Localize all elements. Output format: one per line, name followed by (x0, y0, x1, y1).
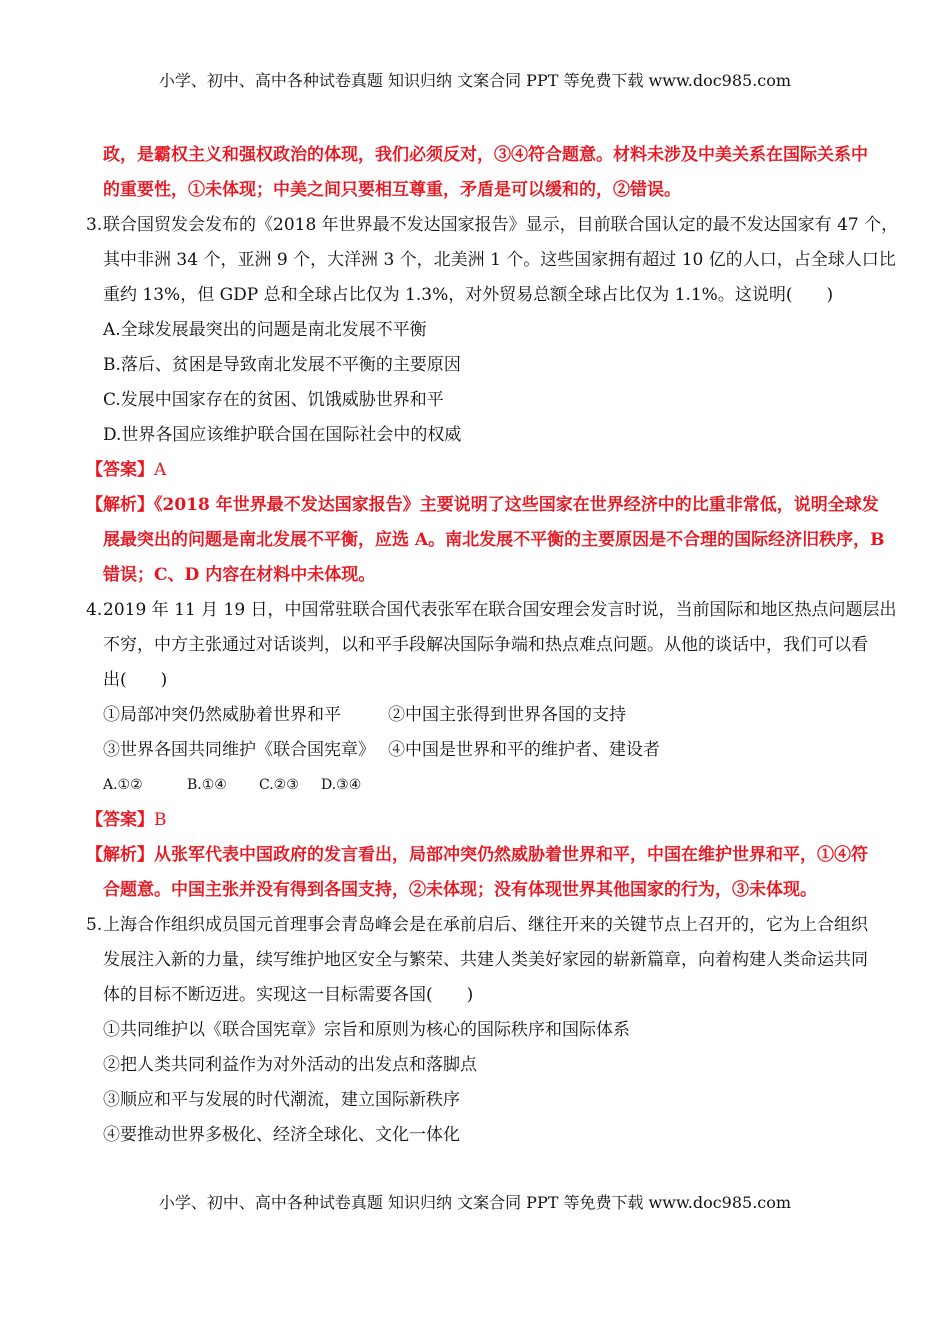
analysis-line: 展最突出的问题是南北发展不平衡，应选 A。南北发展不平衡的主要原因是不合理的国际经济旧秩序，B (103, 530, 885, 550)
question-stem-line: 其中非洲 34 个，亚洲 9 个，大洋洲 3 个，北美洲 1 个。这些国家拥有超过 10 亿的人口，占全球人口比 (103, 250, 896, 270)
statement-1: ①共同维护以《联合国宪章》宗旨和原则为核心的国际秩序和国际体系 (103, 1020, 630, 1040)
answer-label: 【答案】 (86, 460, 154, 480)
analysis-line: 合题意。中国主张并没有得到各国支持，②未体现；没有体现世界其他国家的行为，③未体现。 (103, 880, 817, 900)
option-b: B.①④ (187, 777, 227, 793)
analysis-text: 《2018 年世界最不发达国家报告》主要说明了这些国家在世界经济中的比重非常低，说明全球发 (154, 495, 879, 515)
analysis-label: 【解析】 (86, 495, 154, 515)
analysis-line: 错误；C、D 内容在材料中未体现。 (103, 565, 376, 585)
analysis-label: 【解析】 (86, 845, 154, 865)
statement-row (103, 698, 876, 733)
question-stem-line: 2019 年 11 月 19 日，中国常驻联合国代表张军在联合国安理会发言时说，当前国际和地区热点问题层出 (103, 600, 897, 620)
statement-2: ②把人类共同利益作为对外活动的出发点和落脚点 (103, 1055, 477, 1075)
statement-row (103, 733, 876, 768)
statement-4: ④中国是世界和平的维护者、建设者 (388, 740, 660, 760)
analysis-line (86, 488, 879, 523)
prev-analysis-line-2: 的重要性，①未体现；中美之间只要相互尊重，矛盾是可以缓和的，②错误。 (103, 180, 681, 200)
option-c: C.发展中国家存在的贫困、饥饿威胁世界和平 (103, 390, 444, 410)
options-row (103, 768, 876, 803)
document-body (86, 138, 899, 1153)
option-d: D.③④ (321, 777, 362, 793)
answer-value: A (154, 460, 167, 480)
answer (86, 453, 876, 488)
statement-3: ③世界各国共同维护《联合国宪章》 (103, 740, 375, 760)
option-a: A.①② (103, 777, 143, 793)
option-b: B.落后、贫困是导致南北发展不平衡的主要原因 (103, 355, 461, 375)
question-stem-line: 上海合作组织成员国元首理事会青岛峰会是在承前启后、继往开来的关键节点上召开的，它为上合组织 (103, 915, 868, 935)
question-stem-line: 出( ) (103, 670, 168, 690)
answer-value: B (154, 810, 167, 830)
question-4 (86, 593, 897, 803)
option-a: A.全球发展最突出的问题是南北发展不平衡 (103, 320, 427, 340)
page-header: 小学、初中、高中各种试卷真题 知识归纳 文案合同 PPT 等免费下载 www.doc985.com (158, 71, 792, 90)
option-c: C.②③ (259, 777, 299, 793)
question-stem-line: 不穷，中方主张通过对话谈判，以和平手段解决国际争端和热点难点问题。从他的谈话中，我们可以看 (103, 635, 868, 655)
statement-3: ③顺应和平与发展的时代潮流，建立国际新秩序 (103, 1090, 460, 1110)
question-number: 4. (86, 600, 103, 620)
analysis-text: 从张军代表中国政府的发言看出，局部冲突仍然威胁着世界和平，中国在维护世界和平，①④符 (154, 845, 868, 865)
question-stem-line: 联合国贸发会发布的《2018 年世界最不发达国家报告》显示，目前联合国认定的最不发达国家有 47 个， (103, 215, 899, 235)
page-footer: 小学、初中、高中各种试卷真题 知识归纳 文案合同 PPT 等免费下载 www.doc985.com (158, 1193, 792, 1212)
prev-analysis-line-1: 政，是霸权主义和强权政治的体现，我们必须反对，③④符合题意。材料未涉及中美关系在国际关系中 (103, 145, 868, 165)
answer-label: 【答案】 (86, 810, 154, 830)
question-number: 5. (86, 915, 103, 935)
statement-1: ①局部冲突仍然威胁着世界和平 (103, 705, 341, 725)
question-5 (86, 908, 876, 1153)
question-3 (86, 208, 899, 453)
question-stem-line: 发展注入新的力量，续写维护地区安全与繁荣、共建人类美好家园的崭新篇章，向着构建人类命运共同 (103, 950, 868, 970)
question-stem-line: 重约 13%，但 GDP 总和全球占比仅为 1.3%，对外贸易总额全球占比仅为 1.1%。这说明( ) (103, 285, 834, 305)
option-d: D.世界各国应该维护联合国在国际社会中的权威 (103, 425, 462, 445)
analysis-line (86, 838, 876, 873)
question-number: 3. (86, 215, 103, 235)
statement-2: ②中国主张得到世界各国的支持 (388, 705, 626, 725)
statement-4: ④要推动世界多极化、经济全球化、文化一体化 (103, 1125, 460, 1145)
answer (86, 803, 876, 838)
question-stem-line: 体的目标不断迈进。实现这一目标需要各国( ) (103, 985, 474, 1005)
